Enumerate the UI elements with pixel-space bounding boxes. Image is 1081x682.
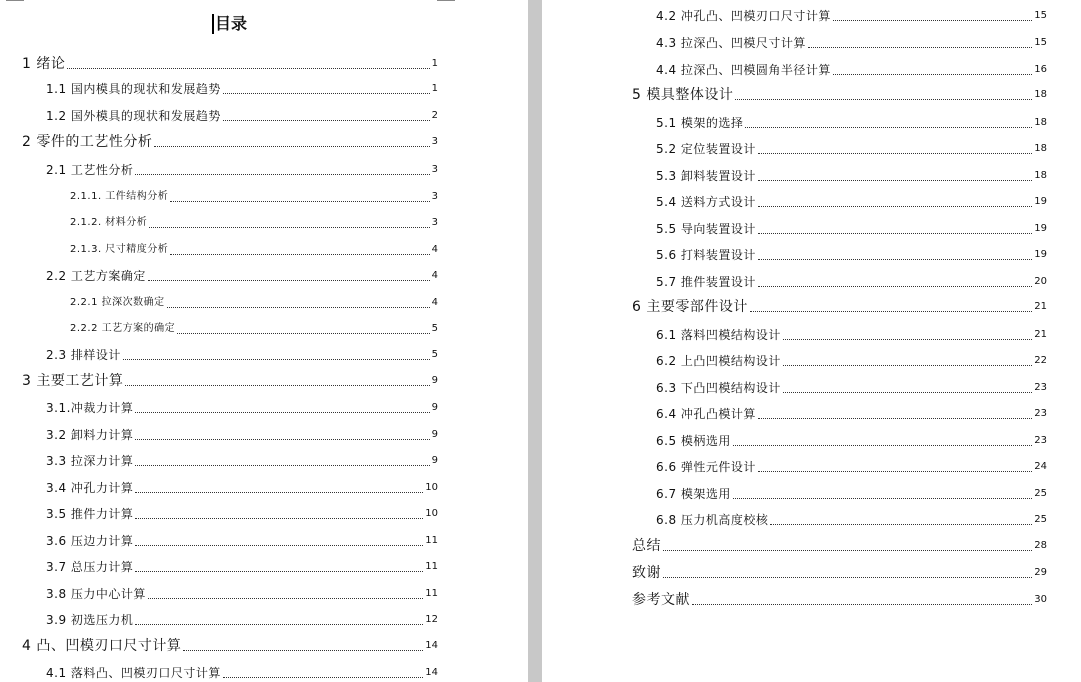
toc-entry-page-number: 10 bbox=[425, 508, 438, 519]
toc-leader-dots bbox=[154, 145, 429, 147]
toc-entry-page-number: 19 bbox=[1034, 223, 1047, 234]
toc-entry-page-number: 18 bbox=[1034, 170, 1047, 181]
toc-entry-label: 5.5 导向装置设计 bbox=[656, 222, 756, 236]
toc-entry-label: 3.6 压边力计算 bbox=[46, 534, 134, 548]
toc-entry-page-number: 11 bbox=[425, 561, 438, 572]
toc-entry-page-number: 11 bbox=[425, 588, 438, 599]
toc-entry-page-number: 23 bbox=[1034, 435, 1047, 446]
toc-leader-dots bbox=[758, 470, 1032, 472]
toc-leader-dots bbox=[135, 438, 429, 440]
toc-entry-label: 2.1.1. 工件结构分析 bbox=[70, 191, 169, 202]
toc-entry-label: 6.4 冲孔凸模计算 bbox=[656, 407, 756, 421]
toc-entry-label: 3.1.冲裁力计算 bbox=[46, 401, 134, 415]
toc-entry-label: 3.5 推件力计算 bbox=[46, 507, 134, 521]
toc-entry-label: 2.2 工艺方案确定 bbox=[46, 269, 146, 283]
toc-entry-label: 1.2 国外模具的现状和发展趋势 bbox=[46, 109, 221, 123]
toc-leader-dots bbox=[808, 46, 1032, 48]
toc-entry[interactable] bbox=[46, 586, 438, 602]
toc-entry-label: 3.8 压力中心计算 bbox=[46, 587, 146, 601]
toc-leader-dots bbox=[148, 597, 423, 599]
toc-leader-dots bbox=[177, 332, 430, 334]
toc-leader-dots bbox=[783, 364, 1032, 366]
toc-entry-label: 3 主要工艺计算 bbox=[22, 373, 124, 389]
toc-entry-label: 4.4 拉深凸、凹模圆角半径计算 bbox=[656, 63, 831, 77]
toc-entry-page-number: 9 bbox=[431, 402, 438, 413]
toc-leader-dots bbox=[758, 205, 1032, 207]
toc-entry-page-number: 9 bbox=[431, 455, 438, 466]
toc-leader-dots bbox=[170, 253, 429, 255]
toc-page-right bbox=[542, 0, 1081, 682]
toc-entry[interactable] bbox=[46, 453, 438, 469]
toc-leader-dots bbox=[223, 119, 430, 121]
toc-entry[interactable] bbox=[656, 194, 1047, 210]
toc-leader-dots bbox=[135, 623, 423, 625]
toc-entry[interactable] bbox=[656, 168, 1047, 184]
toc-entry-label: 1.1 国内模具的现状和发展趋势 bbox=[46, 82, 221, 96]
toc-entry-page-number: 15 bbox=[1034, 37, 1047, 48]
toc-entry-label: 5.7 推件装置设计 bbox=[656, 275, 756, 289]
toc-entry[interactable] bbox=[70, 242, 438, 258]
toc-entry-label: 6.5 模柄选用 bbox=[656, 434, 731, 448]
toc-entry-page-number: 9 bbox=[431, 375, 438, 386]
toc-entry[interactable] bbox=[46, 108, 438, 124]
toc-entry-page-number: 5 bbox=[431, 349, 438, 360]
toc-entry-page-number: 18 bbox=[1034, 117, 1047, 128]
toc-leader-dots bbox=[733, 497, 1032, 499]
toc-leader-dots bbox=[758, 179, 1032, 181]
toc-entry[interactable] bbox=[46, 427, 438, 443]
toc-entry-label: 5.1 模架的选择 bbox=[656, 116, 744, 130]
toc-leader-dots bbox=[223, 676, 423, 678]
toc-leader-dots bbox=[833, 19, 1032, 21]
toc-leader-dots bbox=[223, 92, 430, 94]
toc-leader-dots bbox=[750, 310, 1032, 312]
toc-entry-label: 3.3 拉深力计算 bbox=[46, 454, 134, 468]
toc-entry-page-number: 12 bbox=[425, 614, 438, 625]
toc-leader-dots bbox=[758, 417, 1032, 419]
toc-leader-dots bbox=[833, 73, 1032, 75]
toc-entry[interactable] bbox=[46, 347, 438, 363]
toc-entry[interactable] bbox=[70, 215, 438, 231]
toc-entry-page-number: 22 bbox=[1034, 355, 1047, 366]
toc-leader-dots bbox=[758, 285, 1032, 287]
toc-entry-label: 3.9 初选压力机 bbox=[46, 613, 134, 627]
toc-entry-label: 2.2.1 拉深次数确定 bbox=[70, 297, 165, 308]
toc-leader-dots bbox=[692, 603, 1032, 605]
toc-leader-dots bbox=[148, 279, 430, 281]
toc-entry-label: 5.3 卸料装置设计 bbox=[656, 169, 756, 183]
toc-entry[interactable] bbox=[632, 299, 1047, 315]
toc-leader-dots bbox=[783, 338, 1032, 340]
toc-entry[interactable] bbox=[46, 506, 438, 522]
toc-entry-page-number: 21 bbox=[1034, 329, 1047, 340]
toc-leader-dots bbox=[733, 444, 1032, 446]
toc-entry-label: 3.2 卸料力计算 bbox=[46, 428, 134, 442]
toc-entry-label: 1 绪论 bbox=[22, 56, 66, 72]
toc-leader-dots bbox=[663, 576, 1032, 578]
toc-entry[interactable] bbox=[632, 538, 1047, 554]
toc-entry[interactable] bbox=[656, 115, 1047, 131]
toc-leader-dots bbox=[123, 358, 430, 360]
toc-leader-dots bbox=[125, 384, 429, 386]
toc-entry-label: 6.7 模架选用 bbox=[656, 487, 731, 501]
toc-entry[interactable] bbox=[656, 512, 1047, 528]
toc-entry[interactable] bbox=[656, 221, 1047, 237]
toc-entry-page-number: 1 bbox=[431, 83, 438, 94]
toc-leader-dots bbox=[735, 98, 1032, 100]
toc-entry-page-number: 23 bbox=[1034, 382, 1047, 393]
toc-entry-label: 5.4 送料方式设计 bbox=[656, 195, 756, 209]
toc-leader-dots bbox=[758, 232, 1032, 234]
toc-leader-dots bbox=[758, 258, 1032, 260]
toc-entry-label: 4 凸、凹模刃口尺寸计算 bbox=[22, 638, 182, 654]
toc-entry-page-number: 3 bbox=[431, 136, 438, 147]
toc-entry-label: 6.6 弹性元件设计 bbox=[656, 460, 756, 474]
toc-entry-label: 2 零件的工艺性分析 bbox=[22, 134, 153, 150]
toc-entry[interactable] bbox=[632, 87, 1047, 103]
toc-entry[interactable] bbox=[70, 321, 438, 337]
toc-title: 目录 bbox=[212, 14, 247, 34]
toc-entry-page-number: 1 bbox=[431, 58, 438, 69]
toc-entry-label: 2.2.2 工艺方案的确定 bbox=[70, 323, 176, 334]
toc-entry-label: 6.1 落料凹模结构设计 bbox=[656, 328, 781, 342]
toc-entry-page-number: 10 bbox=[425, 482, 438, 493]
toc-leader-dots bbox=[183, 649, 423, 651]
toc-entry-page-number: 3 bbox=[431, 217, 438, 228]
toc-entry[interactable] bbox=[656, 35, 1047, 51]
toc-entry[interactable] bbox=[656, 274, 1047, 290]
toc-entry-page-number: 20 bbox=[1034, 276, 1047, 287]
page-corner-mark bbox=[437, 0, 455, 1]
toc-entry-label: 2.1.3. 尺寸精度分析 bbox=[70, 244, 169, 255]
toc-entry-label: 6 主要零部件设计 bbox=[632, 299, 748, 315]
toc-entry[interactable] bbox=[70, 295, 438, 311]
toc-entry[interactable] bbox=[22, 638, 438, 654]
toc-leader-dots bbox=[167, 306, 430, 308]
toc-leader-dots bbox=[758, 152, 1032, 154]
toc-entry-label: 4.3 拉深凸、凹模尺寸计算 bbox=[656, 36, 806, 50]
toc-leader-dots bbox=[135, 517, 423, 519]
toc-entry-page-number: 25 bbox=[1034, 488, 1047, 499]
toc-entry-page-number: 14 bbox=[425, 640, 438, 651]
toc-entry[interactable] bbox=[656, 8, 1047, 24]
toc-entry[interactable] bbox=[22, 56, 438, 72]
toc-entry[interactable] bbox=[656, 327, 1047, 343]
toc-entry[interactable] bbox=[22, 134, 438, 150]
toc-entry[interactable] bbox=[46, 268, 438, 284]
toc-entry-page-number: 4 bbox=[431, 270, 438, 281]
toc-entry[interactable] bbox=[632, 565, 1047, 581]
toc-leader-dots bbox=[135, 411, 429, 413]
toc-entry-page-number: 19 bbox=[1034, 249, 1047, 260]
toc-entry[interactable] bbox=[656, 247, 1047, 263]
toc-entry[interactable] bbox=[46, 612, 438, 628]
page-corner-mark bbox=[6, 0, 24, 1]
toc-entry[interactable] bbox=[46, 400, 438, 416]
toc-entry-page-number: 3 bbox=[431, 164, 438, 175]
toc-entry-label: 总结 bbox=[632, 538, 661, 554]
toc-leader-dots bbox=[135, 570, 423, 572]
toc-entry-label: 5 模具整体设计 bbox=[632, 87, 734, 103]
toc-entry[interactable] bbox=[46, 162, 438, 178]
toc-entry-page-number: 23 bbox=[1034, 408, 1047, 419]
toc-leader-dots bbox=[149, 226, 429, 228]
toc-entry-page-number: 18 bbox=[1034, 89, 1047, 100]
toc-entry-page-number: 15 bbox=[1034, 10, 1047, 21]
toc-entry-label: 2.3 排样设计 bbox=[46, 348, 121, 362]
toc-leader-dots bbox=[770, 523, 1032, 525]
toc-entry-page-number: 2 bbox=[431, 110, 438, 121]
toc-leader-dots bbox=[745, 126, 1032, 128]
toc-entry[interactable] bbox=[46, 533, 438, 549]
toc-entry[interactable] bbox=[46, 81, 438, 97]
toc-entry[interactable] bbox=[70, 189, 438, 205]
toc-entry-page-number: 3 bbox=[431, 191, 438, 202]
toc-entry[interactable] bbox=[22, 373, 438, 389]
toc-leader-dots bbox=[135, 544, 423, 546]
toc-entry-page-number: 4 bbox=[431, 244, 438, 255]
toc-entry-page-number: 5 bbox=[431, 323, 438, 334]
toc-entry[interactable] bbox=[46, 665, 438, 681]
toc-entry-label: 3.4 冲孔力计算 bbox=[46, 481, 134, 495]
toc-entry-label: 2.1.2. 材料分析 bbox=[70, 217, 148, 228]
toc-leader-dots bbox=[783, 391, 1032, 393]
toc-leader-dots bbox=[135, 173, 429, 175]
toc-entry-page-number: 24 bbox=[1034, 461, 1047, 472]
toc-leader-dots bbox=[170, 200, 429, 202]
toc-entry-label: 5.6 打料装置设计 bbox=[656, 248, 756, 262]
toc-entry-label: 6.3 下凸凹模结构设计 bbox=[656, 381, 781, 395]
toc-entry[interactable] bbox=[656, 62, 1047, 78]
toc-leader-dots bbox=[135, 464, 429, 466]
toc-leader-dots bbox=[135, 491, 423, 493]
toc-entry-page-number: 4 bbox=[431, 297, 438, 308]
toc-entry-label: 5.2 定位装置设计 bbox=[656, 142, 756, 156]
toc-entry-page-number: 9 bbox=[431, 429, 438, 440]
toc-entry-page-number: 19 bbox=[1034, 196, 1047, 207]
toc-entry[interactable] bbox=[656, 433, 1047, 449]
toc-entry-page-number: 14 bbox=[425, 667, 438, 678]
toc-leader-dots bbox=[67, 67, 429, 69]
toc-entry[interactable] bbox=[656, 406, 1047, 422]
toc-entry-page-number: 11 bbox=[425, 535, 438, 546]
toc-entry-label: 3.7 总压力计算 bbox=[46, 560, 134, 574]
toc-entry-page-number: 18 bbox=[1034, 143, 1047, 154]
toc-entry-page-number: 21 bbox=[1034, 301, 1047, 312]
toc-leader-dots bbox=[663, 549, 1032, 551]
toc-entry[interactable] bbox=[656, 141, 1047, 157]
toc-entry[interactable] bbox=[46, 480, 438, 496]
toc-entry-label: 参考文献 bbox=[632, 592, 690, 608]
toc-entry-page-number: 16 bbox=[1034, 64, 1047, 75]
toc-entry-label: 4.1 落料凸、凹模刃口尺寸计算 bbox=[46, 666, 221, 680]
toc-entry[interactable] bbox=[656, 380, 1047, 396]
toc-entry-page-number: 28 bbox=[1034, 540, 1047, 551]
toc-entry-label: 6.8 压力机高度校核 bbox=[656, 513, 769, 527]
toc-entry-label: 6.2 上凸凹模结构设计 bbox=[656, 354, 781, 368]
toc-entry-page-number: 30 bbox=[1034, 594, 1047, 605]
toc-entry-label: 4.2 冲孔凸、凹模刃口尺寸计算 bbox=[656, 9, 831, 23]
toc-entry[interactable] bbox=[656, 486, 1047, 502]
toc-entry-page-number: 25 bbox=[1034, 514, 1047, 525]
toc-page-left bbox=[0, 0, 528, 682]
toc-entry[interactable] bbox=[656, 353, 1047, 369]
toc-entry-label: 2.1 工艺性分析 bbox=[46, 163, 134, 177]
page-gap bbox=[528, 0, 542, 682]
toc-entry-page-number: 29 bbox=[1034, 567, 1047, 578]
toc-entry[interactable] bbox=[46, 559, 438, 575]
toc-entry[interactable] bbox=[656, 459, 1047, 475]
toc-entry-label: 致谢 bbox=[632, 565, 661, 581]
toc-entry[interactable] bbox=[632, 592, 1047, 608]
